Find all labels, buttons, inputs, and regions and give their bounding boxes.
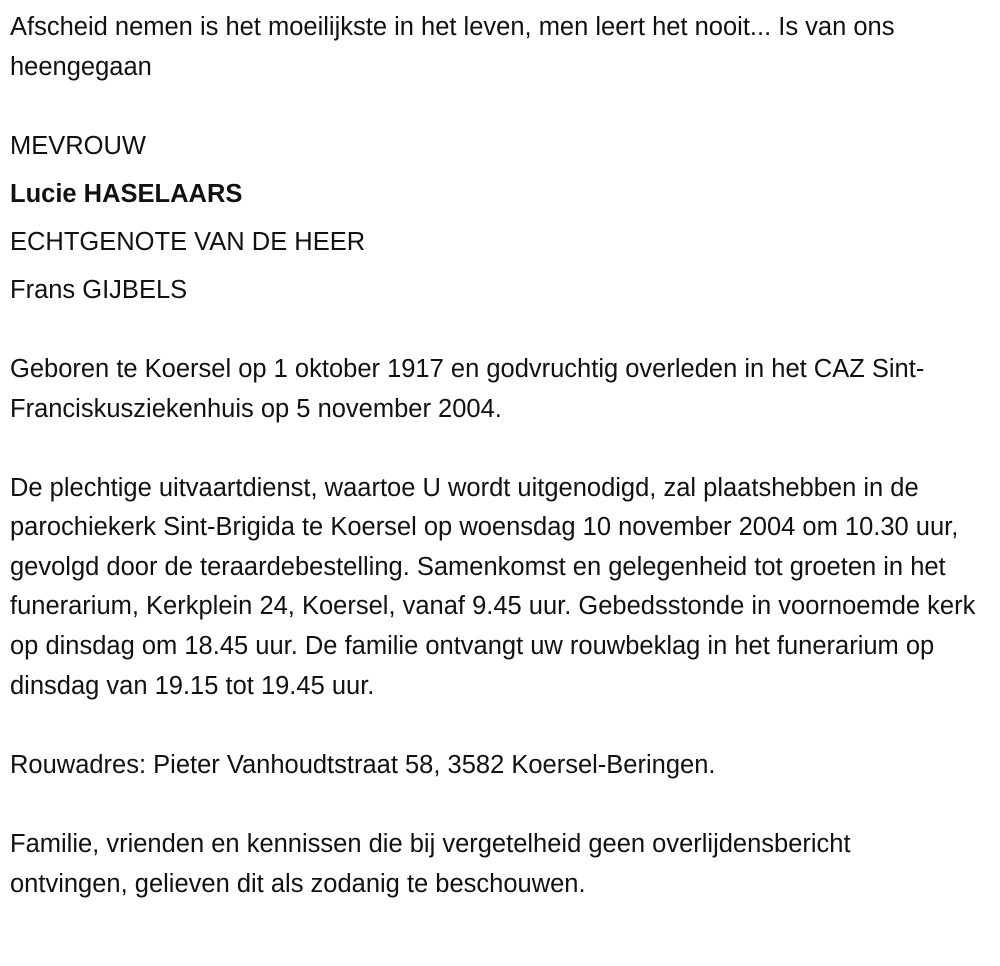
spouse-name: Frans GIJBELS: [10, 275, 188, 304]
funeral-details: De plechtige uitvaartdienst, waartoe U wordt uitgenodigd, zal plaatshebben in de parochiekerk Sint-Brigida te Koersel op woensdag 10 november 2004 om 10.30 uur, gevolgd door de teraardebestelling. Samenkomst en gelegenheid tot groeten in het funerarium, Kerkplein 24, Koersel, vanaf 9.45 uur. Gebedsstonde in voornoemde kerk op dinsdag om 18.45 uur. De familie ontvangt uw rouwbeklag in het funerarium op dinsdag van 19.15 tot 19.45 uur.: [10, 473, 976, 700]
deceased-name: Lucie HASELAARS: [10, 179, 243, 208]
intro-text: Afscheid nemen is het moeilijkste in het leven, men leert het nooit... Is van ons heengegaan: [10, 13, 895, 81]
closing-text: Familie, vrienden en kennissen die bij vergetelheid geen overlijdensbericht ontvingen, gelieven dit als zodanig te beschouwen.: [10, 830, 851, 898]
birth-death-text: Geboren te Koersel op 1 oktober 1917 en godvruchtig overleden in het CAZ Sint-Franciskusziekenhuis op 5 november 2004.: [10, 354, 925, 423]
mourning-address: Rouwadres: Pieter Vanhoudtstraat 58, 3582 Koersel-Beringen.: [10, 750, 716, 779]
title-prefix: MEVROUW: [10, 131, 146, 160]
relation-text: ECHTGENOTE VAN DE HEER: [10, 227, 366, 256]
